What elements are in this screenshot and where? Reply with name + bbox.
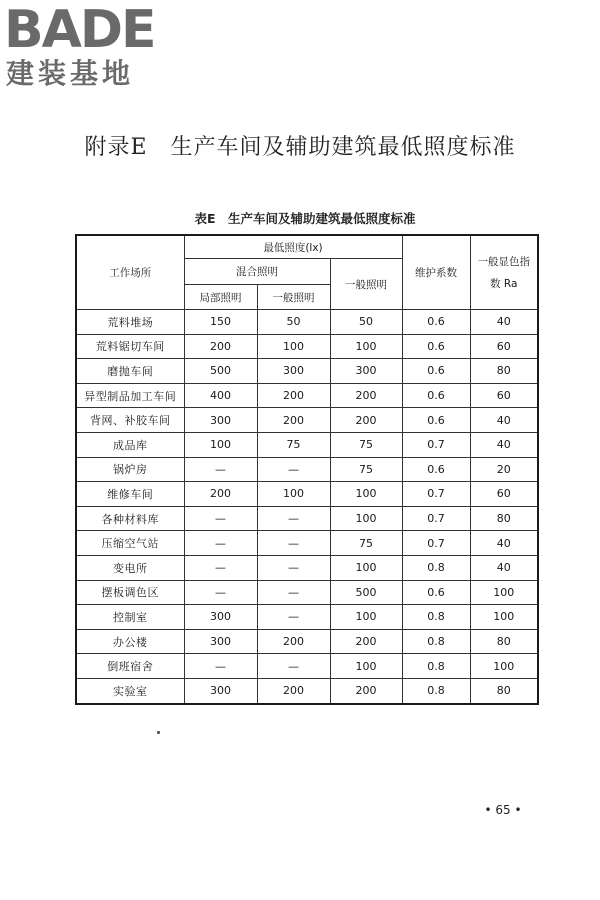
header-cri	[470, 235, 538, 310]
cell-workplace: 荒料锯切车间	[76, 334, 184, 359]
cell-maintenance-factor: 0.7	[402, 482, 470, 507]
cell-maintenance-factor: 0.6	[402, 408, 470, 433]
cell-general-lighting: 75	[330, 432, 402, 457]
cell-mixed-general-lighting: 100	[257, 334, 330, 359]
cell-local-lighting: 400	[184, 383, 257, 408]
cell-workplace: 压缩空气站	[76, 531, 184, 556]
cell-cri: 60	[470, 383, 538, 408]
cell-mixed-general-lighting: 200	[257, 678, 330, 703]
cell-local-lighting: 150	[184, 310, 257, 335]
cell-mixed-general-lighting: 50	[257, 310, 330, 335]
logo-text-cn: 建装基地	[6, 57, 135, 90]
cell-cri: 40	[470, 310, 538, 335]
cell-workplace: 实验室	[76, 678, 184, 703]
cell-local-lighting: —	[184, 531, 257, 556]
cell-general-lighting: 300	[330, 359, 402, 384]
cell-general-lighting: 50	[330, 310, 402, 335]
cell-cri: 100	[470, 580, 538, 605]
cell-workplace: 锅炉房	[76, 457, 184, 482]
bade-logo	[4, 0, 179, 94]
cell-cri: 80	[470, 678, 538, 703]
cell-mixed-general-lighting: 100	[257, 482, 330, 507]
cell-mixed-general-lighting: —	[257, 605, 330, 630]
cell-general-lighting: 100	[330, 654, 402, 679]
cell-local-lighting: 300	[184, 629, 257, 654]
table-row	[76, 605, 538, 630]
cell-general-lighting: 100	[330, 555, 402, 580]
cell-cri: 40	[470, 408, 538, 433]
cell-maintenance-factor: 0.7	[402, 506, 470, 531]
table-body	[76, 310, 538, 704]
cell-local-lighting: 100	[184, 432, 257, 457]
cell-mixed-general-lighting: —	[257, 654, 330, 679]
cell-workplace: 控制室	[76, 605, 184, 630]
table-caption: 表E 生产车间及辅助建筑最低照度标准	[194, 211, 416, 226]
cell-maintenance-factor: 0.8	[402, 678, 470, 703]
cell-general-lighting: 100	[330, 506, 402, 531]
illuminance-table	[75, 234, 539, 705]
cell-cri: 60	[470, 482, 538, 507]
cell-maintenance-factor: 0.6	[402, 457, 470, 482]
cell-workplace: 背网、补胶车间	[76, 408, 184, 433]
cell-maintenance-factor: 0.8	[402, 629, 470, 654]
table-row	[76, 334, 538, 359]
header-local-lighting: 局部照明	[184, 285, 257, 310]
cell-local-lighting: —	[184, 654, 257, 679]
cell-workplace: 维修车间	[76, 482, 184, 507]
cell-local-lighting: —	[184, 457, 257, 482]
cell-mixed-general-lighting: 200	[257, 408, 330, 433]
cell-cri: 40	[470, 555, 538, 580]
cell-workplace: 倒班宿舍	[76, 654, 184, 679]
header-mixed-general-lighting: 一般照明	[257, 285, 330, 310]
cell-local-lighting: 300	[184, 605, 257, 630]
cell-workplace: 异型制品加工车间	[76, 383, 184, 408]
cell-workplace: 成品库	[76, 432, 184, 457]
cell-general-lighting: 75	[330, 457, 402, 482]
cell-mixed-general-lighting: 300	[257, 359, 330, 384]
table-row	[76, 359, 538, 384]
table-row	[76, 678, 538, 703]
cell-mixed-general-lighting: —	[257, 506, 330, 531]
cell-mixed-general-lighting: —	[257, 555, 330, 580]
table-row	[76, 482, 538, 507]
cell-maintenance-factor: 0.8	[402, 654, 470, 679]
table-row	[76, 506, 538, 531]
table-row	[76, 654, 538, 679]
table-row	[76, 383, 538, 408]
header-workplace: 工作场所	[76, 235, 184, 310]
header-maintenance-factor: 维护系数	[402, 235, 470, 310]
cell-local-lighting: 300	[184, 678, 257, 703]
cell-maintenance-factor: 0.7	[402, 432, 470, 457]
cell-workplace: 各种材料库	[76, 506, 184, 531]
header-cri-text: 一般显色指数 Ra	[477, 255, 530, 290]
cell-workplace: 办公楼	[76, 629, 184, 654]
cell-mixed-general-lighting: —	[257, 531, 330, 556]
table-row	[76, 580, 538, 605]
cell-cri: 80	[470, 506, 538, 531]
cell-maintenance-factor: 0.8	[402, 555, 470, 580]
cell-general-lighting: 100	[330, 482, 402, 507]
cell-maintenance-factor: 0.6	[402, 334, 470, 359]
cell-maintenance-factor: 0.8	[402, 605, 470, 630]
cell-cri: 40	[470, 432, 538, 457]
cell-mixed-general-lighting: —	[257, 580, 330, 605]
cell-maintenance-factor: 0.6	[402, 310, 470, 335]
cell-workplace: 荒料堆场	[76, 310, 184, 335]
cell-mixed-general-lighting: 200	[257, 629, 330, 654]
cell-general-lighting: 200	[330, 678, 402, 703]
cell-local-lighting: —	[184, 506, 257, 531]
cell-local-lighting: 500	[184, 359, 257, 384]
page-number: • 65 •	[484, 803, 522, 817]
cell-workplace: 磨抛车间	[76, 359, 184, 384]
cell-general-lighting: 200	[330, 408, 402, 433]
page-title: 附录E 生产车间及辅助建筑最低照度标准	[84, 135, 516, 160]
cell-local-lighting: —	[184, 580, 257, 605]
table-row	[76, 310, 538, 335]
cell-general-lighting: 200	[330, 629, 402, 654]
cell-maintenance-factor: 0.6	[402, 359, 470, 384]
cell-mixed-general-lighting: —	[257, 457, 330, 482]
cell-mixed-general-lighting: 200	[257, 383, 330, 408]
table-row	[76, 629, 538, 654]
cell-general-lighting: 75	[330, 531, 402, 556]
logo-text-bade: BADE	[4, 0, 155, 60]
cell-general-lighting: 500	[330, 580, 402, 605]
header-general-lighting: 一般照明	[330, 259, 402, 310]
cell-maintenance-factor: 0.6	[402, 383, 470, 408]
cell-local-lighting: 200	[184, 334, 257, 359]
table-row	[76, 457, 538, 482]
cell-general-lighting: 100	[330, 605, 402, 630]
table-row	[76, 531, 538, 556]
cell-general-lighting: 100	[330, 334, 402, 359]
table-row	[76, 432, 538, 457]
cell-maintenance-factor: 0.6	[402, 580, 470, 605]
cell-cri: 100	[470, 654, 538, 679]
table-row	[76, 408, 538, 433]
cell-workplace: 摆板调色区	[76, 580, 184, 605]
scan-speck	[157, 731, 160, 734]
table-row	[76, 555, 538, 580]
cell-cri: 60	[470, 334, 538, 359]
cell-general-lighting: 200	[330, 383, 402, 408]
cell-cri: 80	[470, 359, 538, 384]
cell-maintenance-factor: 0.7	[402, 531, 470, 556]
header-mixed-lighting: 混合照明	[184, 259, 330, 285]
cell-local-lighting: 300	[184, 408, 257, 433]
header-min-illuminance: 最低照度(lx)	[184, 235, 402, 259]
cell-cri: 80	[470, 629, 538, 654]
cell-workplace: 变电所	[76, 555, 184, 580]
cell-mixed-general-lighting: 75	[257, 432, 330, 457]
cell-cri: 40	[470, 531, 538, 556]
cell-local-lighting: —	[184, 555, 257, 580]
cell-local-lighting: 200	[184, 482, 257, 507]
cell-cri: 20	[470, 457, 538, 482]
cell-cri: 100	[470, 605, 538, 630]
